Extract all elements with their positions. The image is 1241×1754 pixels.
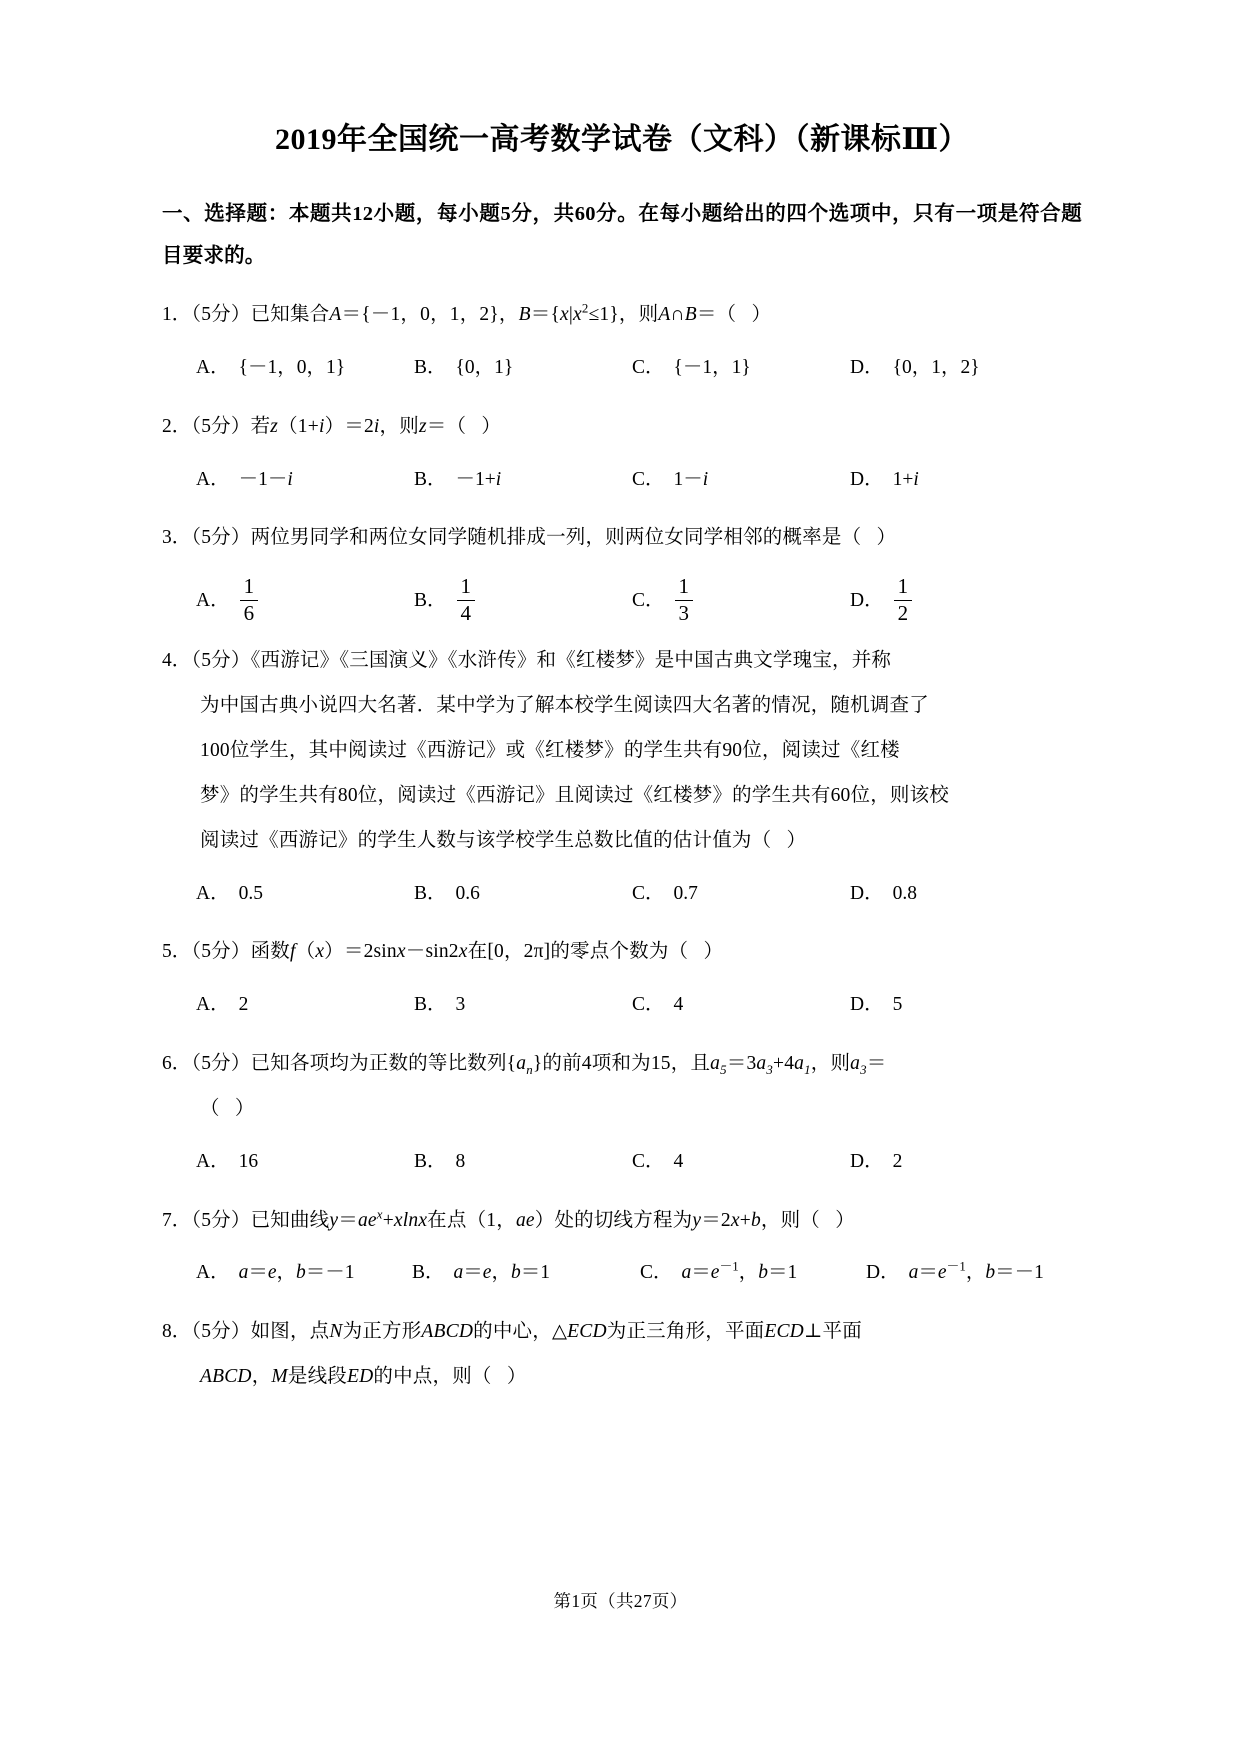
question-6: [162, 1042, 1082, 1185]
option-4-d[interactable]: D． 0.8: [850, 872, 1068, 917]
option-6-d-text: 2: [892, 1150, 903, 1172]
option-7-d[interactable]: D． $a=e^{-1}$，b＝－1: [866, 1251, 1066, 1296]
option-5-b[interactable]: B． 3: [414, 983, 632, 1028]
option-1-a[interactable]: A． {－1，0，1}: [196, 346, 414, 391]
option-1-b-text: {0，1}: [455, 356, 514, 378]
question-7-options: [162, 1251, 1082, 1296]
question-6-stem: 6．（5分）已知各项均为正数的等比数列$\{a_n\}$的前4项和为15，且$a_5=3a_3+4a_1$，则$a_3=$ （ ）: [162, 1042, 1082, 1132]
question-8-line-2: ABCD，M是线段ED的中点，则（ ）: [200, 1366, 527, 1388]
option-2-d[interactable]: D． 1+i: [850, 458, 1068, 503]
question-7-points: （5分）: [191, 1209, 251, 1231]
question-4: [162, 639, 1082, 916]
question-8-stem: 8．（5分）如图，点N为正方形ABCD的中心，△ECD为正三角形，平面ECD⊥平面 ABCD，M是线段ED的中点，则（ ）: [162, 1310, 1082, 1400]
question-8: [162, 1310, 1082, 1400]
option-2-d-text: 1+i: [892, 468, 919, 490]
option-6-c-text: 4: [673, 1150, 684, 1172]
question-3-number: 3．: [162, 527, 192, 549]
option-2-c[interactable]: C． 1－i: [632, 458, 850, 503]
question-6-line-2: （ ）: [200, 1097, 255, 1119]
option-1-b[interactable]: B． {0，1}: [414, 346, 632, 391]
question-1: [162, 293, 1082, 391]
option-5-a-text: 2: [238, 994, 249, 1016]
option-7-a-text: a＝e，b＝－1: [238, 1262, 355, 1284]
question-2-points: （5分）: [191, 415, 251, 437]
question-7: [162, 1199, 1082, 1297]
option-2-c-text: 1－i: [673, 468, 709, 490]
option-7-d-text: $a=e^{-1}$，b＝－1: [908, 1259, 1044, 1284]
option-4-a-text: 0.5: [238, 882, 263, 904]
question-4-line-2: 为中国古典小说四大名著．某中学为了解本校学生阅读四大名著的情况，随机调查了: [200, 695, 929, 717]
option-2-a-text: －1－i: [238, 468, 293, 490]
question-2-options: [162, 458, 1082, 503]
option-5-c-text: 4: [673, 994, 684, 1016]
option-5-c[interactable]: C． 4: [632, 983, 850, 1028]
option-4-c[interactable]: C． 0.7: [632, 872, 850, 917]
option-7-c-text: $a=e^{-1}$，b＝1: [681, 1259, 798, 1284]
question-1-number: 1．: [162, 304, 192, 326]
option-7-a[interactable]: A． a＝e，b＝－1: [196, 1251, 412, 1296]
option-3-a[interactable]: A． $\frac{1}{6}$: [196, 575, 414, 625]
option-5-d-text: 5: [892, 994, 903, 1016]
fraction-one-third: $\frac{1}{3}$: [675, 575, 694, 625]
option-7-c[interactable]: C． $a=e^{-1}$，b＝1: [640, 1251, 866, 1296]
option-4-b[interactable]: B． 0.6: [414, 872, 632, 917]
question-2: [162, 405, 1082, 503]
question-4-points: （5分）: [191, 650, 251, 672]
question-1-points: （5分）: [191, 304, 251, 326]
option-5-a[interactable]: A． 2: [196, 983, 414, 1028]
option-6-b[interactable]: B． 8: [414, 1140, 632, 1185]
option-3-b[interactable]: B． $\frac{1}{4}$: [414, 575, 632, 625]
option-4-c-text: 0.7: [673, 882, 698, 904]
question-5-options: [162, 983, 1082, 1028]
option-6-d[interactable]: D． 2: [850, 1140, 1068, 1185]
page-footer: 第1页（共27页）: [553, 1591, 688, 1611]
question-6-points: （5分）: [191, 1053, 251, 1075]
fraction-one-fourth: $\frac{1}{4}$: [457, 575, 476, 625]
option-7-b[interactable]: B． a＝e，b＝1: [412, 1251, 640, 1296]
option-4-d-text: 0.8: [892, 882, 917, 904]
question-8-number: 8．: [162, 1321, 192, 1343]
question-6-options: [162, 1140, 1082, 1185]
section-heading: 一、选择题：本题共12小题，每小题5分，共60分。在每小题给出的四个选项中，只有一项是符合题目要求的。: [162, 203, 1082, 268]
option-3-d[interactable]: D． $\frac{1}{2}$: [850, 575, 1068, 625]
page-title: 2019年全国统一高考数学试卷（文科）（新课标Ⅲ）: [274, 123, 970, 156]
question-3: [162, 516, 1082, 625]
question-1-options: [162, 346, 1082, 391]
question-6-number: 6．: [162, 1053, 192, 1075]
question-4-stem: 4．（5分）《西游记》《三国演义》《水浒传》和《红楼梦》是中国古典文学瑰宝，并称 为中国古典小说四大名著．某中学为了解本校学生阅读四大名著的情况，随机调查了 100位学生，其中阅读过《西游记》或《红楼梦》的学生共有90位，阅读过《红楼 梦》的学生共有80位，阅读过《西游记》且阅读过《红楼梦》的学生共有60位，则该校 阅读过《西游记》的学生人数与该学校学生总数比值的估计值为（ ）: [162, 639, 1082, 863]
option-6-a[interactable]: A． 16: [196, 1140, 414, 1185]
question-1-stem: 1．（5分）已知集合A＝{－1，0，1，2}，$B=\{x|x^2\le 1\}$，则A∩B＝（ ）: [162, 301, 772, 326]
fraction-one-sixth: $\frac{1}{6}$: [240, 575, 259, 625]
question-4-line-3: 100位学生，其中阅读过《西游记》或《红楼梦》的学生共有90位，阅读过《红楼: [200, 739, 900, 761]
question-5: [162, 930, 1082, 1028]
option-2-b[interactable]: B． －1+i: [414, 458, 632, 503]
question-4-line-5: 阅读过《西游记》的学生人数与该学校学生总数比值的估计值为（ ）: [200, 829, 807, 851]
fraction-one-half: $\frac{1}{2}$: [894, 575, 913, 625]
option-1-d-text: {0，1，2}: [892, 356, 980, 378]
question-2-number: 2．: [162, 415, 192, 437]
option-5-d[interactable]: D． 5: [850, 983, 1068, 1028]
question-4-line-4: 梦》的学生共有80位，阅读过《西游记》且阅读过《红楼梦》的学生共有60位，则该校: [200, 784, 950, 806]
option-3-c[interactable]: C． $\frac{1}{3}$: [632, 575, 850, 625]
question-5-number: 5．: [162, 941, 192, 963]
question-3-stem: 3．（5分）两位男同学和两位女同学随机排成一列，则两位女同学相邻的概率是（ ）: [162, 527, 897, 549]
option-2-b-text: －1+i: [455, 468, 502, 490]
question-8-points: （5分）: [191, 1321, 251, 1343]
option-1-d[interactable]: D． {0，1，2}: [850, 346, 1068, 391]
question-4-options: [162, 872, 1082, 917]
question-3-options: [162, 575, 1082, 625]
question-5-stem: 5．（5分）函数f（x）＝2sinx－sin2x在[0，2π]的零点个数为（ ）: [162, 941, 724, 963]
option-4-a[interactable]: A． 0.5: [196, 872, 414, 917]
question-3-points: （5分）: [191, 527, 251, 549]
option-2-a[interactable]: A． －1－i: [196, 458, 414, 503]
option-1-a-text: {－1，0，1}: [238, 356, 346, 378]
option-1-c-text: {－1，1}: [673, 356, 751, 378]
option-1-c[interactable]: C． {－1，1}: [632, 346, 850, 391]
question-5-points: （5分）: [191, 941, 251, 963]
question-7-stem: 7．（5分）已知曲线$y=ae^x+xlnx$在点（1，ae）处的切线方程为y＝2x+b，则（ ）: [162, 1207, 855, 1231]
option-6-b-text: 8: [455, 1150, 466, 1172]
page-content: [162, 120, 1082, 1414]
option-4-b-text: 0.6: [455, 882, 480, 904]
option-6-a-text: 16: [238, 1150, 259, 1172]
question-7-number: 7．: [162, 1209, 192, 1231]
option-7-b-text: a＝e，b＝1: [453, 1262, 550, 1284]
option-6-c[interactable]: C． 4: [632, 1140, 850, 1185]
question-4-number: 4．: [162, 650, 192, 672]
option-5-b-text: 3: [455, 994, 466, 1016]
question-2-stem: 2．（5分）若z（1+i）＝2i，则z＝（ ）: [162, 415, 502, 437]
